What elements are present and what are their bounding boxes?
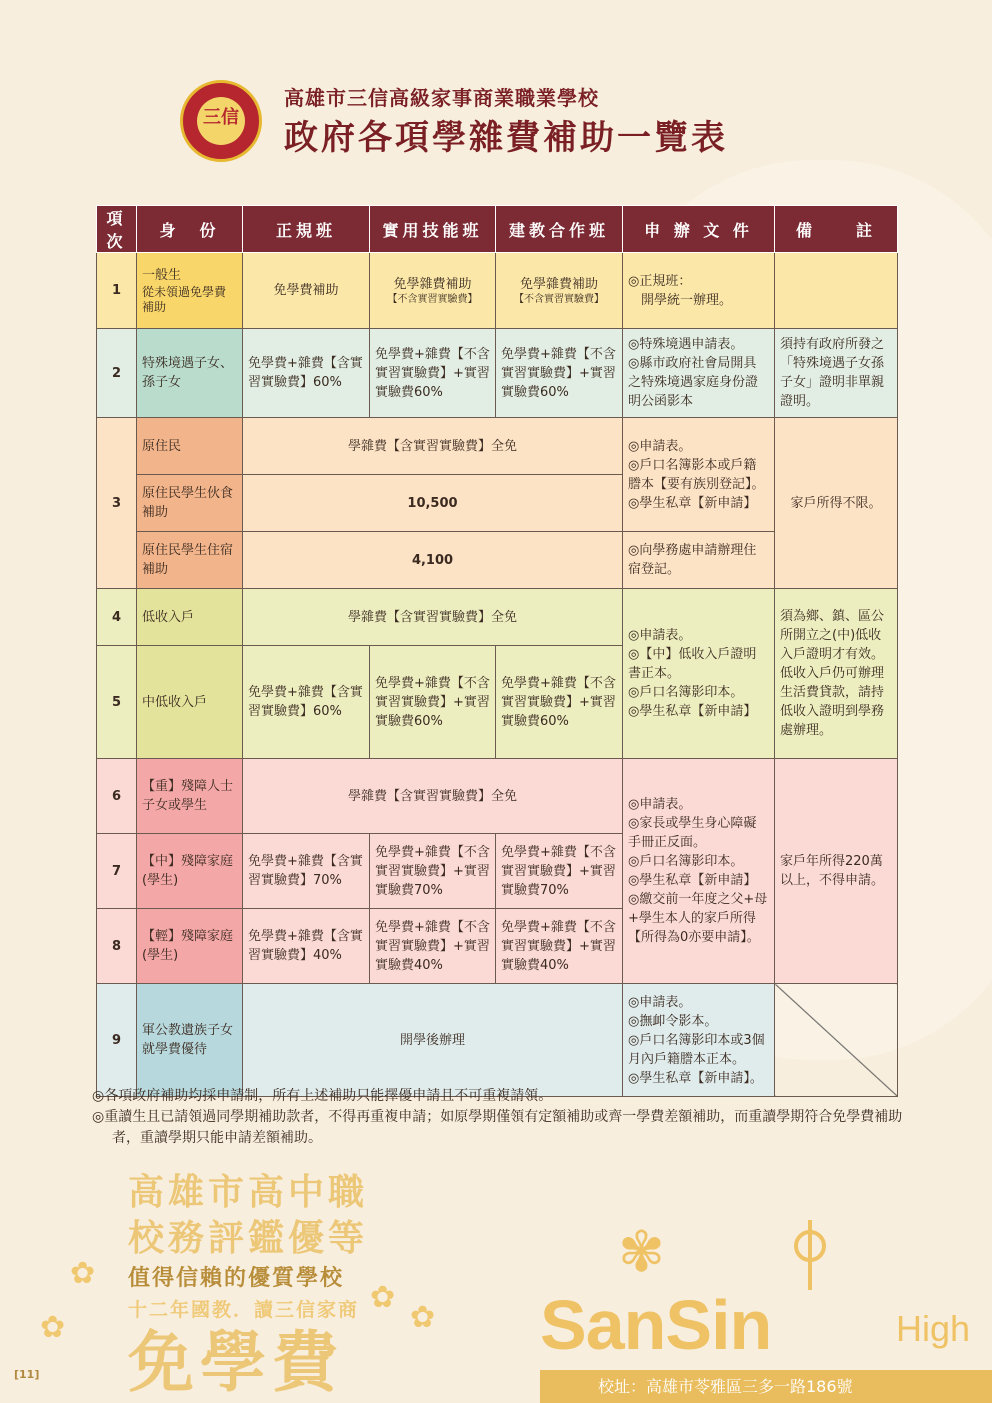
school-address: 校址：高雄市苓雅區三多一路186號 [540,1370,992,1403]
page-number: [11] [14,1368,40,1381]
col-header: 實用技能班 [370,206,496,253]
flower-icon: ✿ [70,1256,96,1291]
brand-logo: SanSin [540,1286,772,1364]
tower-icon [790,1220,830,1290]
row-number: 1 [97,253,137,329]
row-number: 8 [97,909,137,984]
notes-cell: 須為鄉、鎮、區公所開立之(中)低收入戶證明才有效。 低收入戶仍可辦理生活費貸款，請持低收入證明到學務處辦理。 [775,589,898,759]
practical-cell: 免學費+雜費【不含實習實驗費】+實習實驗費70% [370,834,496,909]
promo-headline: 免學費 [128,1324,344,1401]
footnotes [92,1086,912,1149]
identity-cell: 【輕】殘障家庭(學生) [137,909,243,984]
regular-cell: 免學費+雜費【含實習實驗費】60% [243,646,370,759]
practical-cell: 免學費+雜費【不含實習實驗費】+實習實驗費60% [370,329,496,418]
row-number: 7 [97,834,137,909]
school-logo: 三信 [180,80,262,162]
notes-cell: 家戶所得不限。 [775,418,898,589]
identity-cell: 【重】殘障人士子女或學生 [137,759,243,834]
coop-cell: 免學雜費補助 【不含實習實驗費】 [496,253,623,329]
regular-cell: 免學費補助 [243,253,370,329]
table-row [97,418,898,475]
promo-line: 值得信賴的優質學校 [128,1266,345,1291]
page-title: 政府各項學雜費補助一覽表 [284,118,728,158]
row-number: 4 [97,589,137,646]
documents-cell: ◎申請表。 ◎家長或學生身心障礙手冊正反面。 ◎戶口名簿影印本。 ◎學生私章【新申請】 ◎繳交前一年度之父+母+學生本人的家戶所得【所得為0亦要申請】。 [623,759,775,984]
subsidy-cell: 開學後辦理 [243,984,623,1097]
notes-cell: 家戶年所得220萬以上，不得申請。 [775,759,898,984]
promo-block [128,1170,368,1402]
footnote: ◎各項政府補助均採申請制，所有上述補助只能擇優申請且不可重複請領。 [92,1088,553,1104]
identity-cell: 中低收入戶 [137,646,243,759]
promo-line: 高雄市高中職 [128,1172,369,1213]
row-number: 6 [97,759,137,834]
promo-line: 校務評鑑優等 [128,1218,369,1259]
subsidy-table [96,205,898,1097]
row-number: 3 [97,418,137,589]
page-header [180,70,840,160]
promo-line: 十二年國教．讀三信家商 [128,1299,360,1321]
identity-cell: 原住民學生住宿補助 [137,532,243,589]
coop-cell: 免學費+雜費【不含實習實驗費】+實習實驗費40% [496,909,623,984]
table-row [97,589,898,646]
butterfly-icon: ✾ [618,1220,665,1285]
practical-cell: 免學雜費補助 【不含實習實驗費】 [370,253,496,329]
documents-cell: ◎申請表。 ◎【中】低收入戶證明書正本。 ◎戶口名簿影印本。 ◎學生私章【新申請】 [623,589,775,759]
subsidy-cell: 學雜費【含實習實驗費】全免 [243,418,623,475]
table-row [97,329,898,418]
table-row [97,253,898,329]
regular-cell: 免學費+雜費【含實習實驗費】60% [243,329,370,418]
subsidy-cell: 4,100 [243,532,623,589]
subsidy-cell: 10,500 [243,475,623,532]
table-header-row [97,206,898,253]
row-number: 5 [97,646,137,759]
identity-cell: 一般生 從未領過免學費補助 [137,253,243,329]
footnote: ◎重讀生且已請領過同學期補助款者，不得再重複申請；如原學期僅領有定額補助或齊一學費差額補助，而重讀學期符合免學費補助者，重讀學期只能申請差額補助。 [92,1109,903,1146]
row-number: 2 [97,329,137,418]
flower-icon: ✿ [410,1300,436,1335]
documents-cell: ◎向學務處申請辦理住宿登記。 [623,532,775,589]
table-row [97,984,898,1097]
regular-cell: 免學費+雜費【含實習實驗費】40% [243,909,370,984]
regular-cell: 免學費+雜費【含實習實驗費】70% [243,834,370,909]
brand-suffix: High [896,1308,971,1349]
identity-cell: 特殊境遇子女、孫子女 [137,329,243,418]
identity-cell: 低收入戶 [137,589,243,646]
practical-cell: 免學費+雜費【不含實習實驗費】+實習實驗費60% [370,646,496,759]
col-header: 正規班 [243,206,370,253]
subsidy-cell: 學雜費【含實習實驗費】全免 [243,589,623,646]
row-number: 9 [97,984,137,1097]
col-header: 建教合作班 [496,206,623,253]
school-name: 高雄市三信高級家事商業職業學校 [284,86,599,110]
col-header: 申 辦 文 件 [623,206,775,253]
identity-cell: 【中】殘障家庭(學生) [137,834,243,909]
empty-diagonal-cell [775,984,898,1097]
col-header: 身 份 [137,206,243,253]
coop-cell: 免學費+雜費【不含實習實驗費】+實習實驗費60% [496,646,623,759]
table-row [97,759,898,834]
col-header: 項次 [97,206,137,253]
identity-cell: 原住民 [137,418,243,475]
coop-cell: 免學費+雜費【不含實習實驗費】+實習實驗費60% [496,329,623,418]
documents-cell: ◎特殊境遇申請表。 ◎縣市政府社會局開具之特殊境遇家庭身份證明公函影本 [623,329,775,418]
col-header: 備 註 [775,206,898,253]
identity-cell: 軍公教遺族子女就學費優待 [137,984,243,1097]
flower-icon: ✿ [370,1280,396,1315]
documents-cell: ◎申請表。 ◎撫卹令影本。 ◎戶口名簿影印本或3個月內戶籍謄本正本。 ◎學生私章【新申請】。 [623,984,775,1097]
subsidy-cell: 學雜費【含實習實驗費】全免 [243,759,623,834]
flower-icon: ✿ [40,1310,66,1345]
coop-cell: 免學費+雜費【不含實習實驗費】+實習實驗費70% [496,834,623,909]
documents-cell: ◎正規班： 開學統一辦理。 [623,253,775,329]
notes-cell [775,253,898,329]
practical-cell: 免學費+雜費【不含實習實驗費】+實習實驗費40% [370,909,496,984]
identity-cell: 原住民學生伙食補助 [137,475,243,532]
documents-cell: ◎申請表。 ◎戶口名簿影本或戶籍謄本【要有族別登記】。 ◎學生私章【新申請】 [623,418,775,532]
notes-cell: 須持有政府所發之「特殊境遇子女孫子女」證明非單親證明。 [775,329,898,418]
